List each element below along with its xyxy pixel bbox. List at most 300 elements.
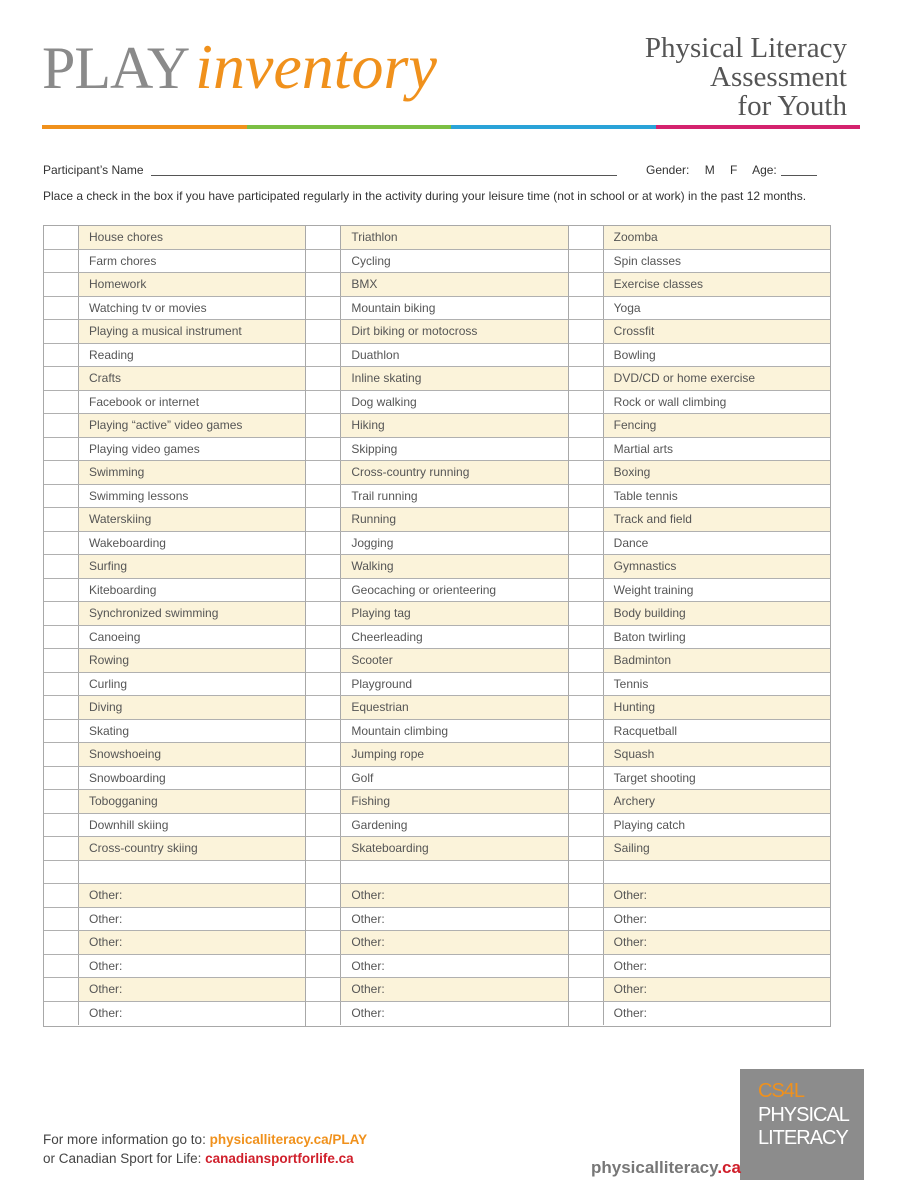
activity-checkbox[interactable] — [569, 978, 604, 1001]
activity-label: Running — [341, 508, 567, 531]
activity-checkbox[interactable] — [44, 814, 79, 837]
activity-checkbox[interactable] — [569, 955, 604, 978]
activity-checkbox[interactable] — [306, 978, 341, 1001]
rule-segment — [656, 125, 861, 129]
activity-row — [44, 273, 305, 297]
activity-label: Waterskiing — [79, 508, 305, 531]
activity-label: Canoeing — [89, 629, 141, 644]
activity-checkbox[interactable] — [306, 532, 341, 555]
activity-checkbox[interactable] — [569, 485, 604, 508]
activity-label: Triathlon — [341, 226, 567, 249]
activity-label: Fishing — [341, 790, 567, 813]
activity-checkbox[interactable] — [44, 391, 79, 414]
activity-label: Trail running — [351, 488, 418, 503]
activity-checkbox[interactable] — [44, 696, 79, 719]
activity-row — [569, 297, 830, 321]
activity-row — [306, 250, 567, 274]
activity-checkbox[interactable] — [569, 391, 604, 414]
activity-checkbox[interactable] — [569, 673, 604, 696]
cs4l-logo-line: PHYSICAL — [758, 1104, 849, 1126]
activity-row — [306, 508, 567, 532]
activity-row — [306, 414, 567, 438]
activity-row — [569, 931, 830, 955]
activity-checkbox[interactable] — [44, 250, 79, 273]
activity-row — [306, 790, 567, 814]
activity-label: Other: — [613, 911, 648, 926]
activity-row — [569, 626, 830, 650]
activity-label: Cheerleading — [351, 629, 423, 644]
activity-row — [569, 414, 830, 438]
activity-row — [306, 696, 567, 720]
activity-checkbox[interactable] — [44, 579, 79, 602]
activity-label: Spin classes — [613, 253, 682, 268]
activity-label: DVD/CD or home exercise — [604, 367, 830, 390]
activity-row — [569, 673, 830, 697]
activity-checkbox[interactable] — [306, 814, 341, 837]
activity-label — [341, 861, 567, 884]
activity-row — [569, 438, 830, 462]
participant-name-label: Participant’s Name — [43, 163, 144, 177]
activity-row — [44, 250, 305, 274]
activity-label: Other: — [351, 1005, 385, 1020]
activity-checkbox[interactable] — [44, 790, 79, 813]
activity-row — [306, 955, 567, 979]
gender-label: Gender: — [646, 163, 690, 177]
activity-checkbox[interactable] — [569, 790, 604, 813]
activity-label: Exercise classes — [604, 273, 830, 296]
activity-checkbox[interactable] — [569, 696, 604, 719]
activity-checkbox[interactable] — [306, 226, 341, 249]
activity-checkbox[interactable] — [569, 438, 604, 461]
activity-label: Crafts — [79, 367, 305, 390]
activity-row — [44, 861, 305, 885]
activity-row — [306, 320, 567, 344]
activity-row — [306, 743, 567, 767]
activity-label: Archery — [604, 790, 830, 813]
activity-checkbox[interactable] — [569, 532, 604, 555]
activity-checkbox[interactable] — [569, 649, 604, 672]
activity-checkbox[interactable] — [44, 414, 79, 437]
activity-label: Sailing — [604, 837, 830, 860]
activity-checkbox[interactable] — [44, 955, 79, 978]
activity-row — [44, 673, 305, 697]
activity-checkbox[interactable] — [569, 861, 604, 884]
activity-checkbox[interactable] — [306, 649, 341, 672]
age-field[interactable] — [781, 163, 817, 176]
activity-row — [569, 743, 830, 767]
activity-checkbox[interactable] — [306, 884, 341, 907]
activity-checkbox[interactable] — [569, 814, 604, 837]
activity-row — [569, 908, 830, 932]
activity-label: Track and field — [604, 508, 830, 531]
activity-checkbox[interactable] — [569, 626, 604, 649]
activity-checkbox[interactable] — [569, 602, 604, 625]
activity-checkbox[interactable] — [306, 485, 341, 508]
activity-row — [569, 320, 830, 344]
activity-label — [604, 861, 830, 884]
activity-checkbox[interactable] — [44, 884, 79, 907]
activity-checkbox[interactable] — [306, 438, 341, 461]
activity-label: Homework — [79, 273, 305, 296]
activity-column — [569, 226, 830, 1026]
activity-row — [569, 696, 830, 720]
activity-label: Cross-country running — [341, 461, 567, 484]
activity-label: Gymnastics — [604, 555, 830, 578]
activity-label: Playing a musical instrument — [79, 320, 305, 343]
activity-checkbox[interactable] — [44, 461, 79, 484]
activity-row — [306, 861, 567, 885]
activity-label: Dog walking — [351, 394, 417, 409]
activity-checklist — [43, 225, 831, 1027]
activity-checkbox[interactable] — [44, 743, 79, 766]
activity-label: Other: — [79, 884, 305, 907]
activity-column — [44, 226, 306, 1026]
activity-label: Martial arts — [613, 441, 673, 456]
activity-row — [569, 226, 830, 250]
activity-row — [44, 720, 305, 744]
activity-row — [569, 649, 830, 673]
activity-label: Playing video games — [89, 441, 200, 456]
age-label: Age: — [752, 163, 777, 177]
activity-checkbox[interactable] — [569, 461, 604, 484]
rule-segment — [247, 125, 452, 129]
activity-row — [44, 767, 305, 791]
activity-checkbox[interactable] — [44, 602, 79, 625]
activity-checkbox[interactable] — [306, 626, 341, 649]
activity-checkbox[interactable] — [569, 508, 604, 531]
activity-row — [306, 626, 567, 650]
activity-label: Playing catch — [613, 817, 686, 832]
activity-label: Table tennis — [613, 488, 678, 503]
activity-row — [44, 391, 305, 415]
activity-label: Tobogganing — [79, 790, 305, 813]
activity-row — [569, 555, 830, 579]
activity-label: Yoga — [613, 300, 641, 315]
activity-row — [44, 532, 305, 556]
activity-checkbox[interactable] — [306, 579, 341, 602]
activity-label: Squash — [604, 743, 830, 766]
activity-label: Other: — [89, 911, 123, 926]
activity-row — [569, 1002, 830, 1026]
activity-checkbox[interactable] — [44, 508, 79, 531]
cs4l-logo-line: LITERACY — [758, 1127, 848, 1149]
activity-checkbox[interactable] — [569, 367, 604, 390]
activity-row — [306, 438, 567, 462]
activity-label: Synchronized swimming — [79, 602, 305, 625]
activity-row — [44, 884, 305, 908]
activity-checkbox[interactable] — [306, 391, 341, 414]
activity-checkbox[interactable] — [44, 1002, 79, 1026]
activity-label: Cycling — [351, 253, 391, 268]
activity-checkbox[interactable] — [306, 555, 341, 578]
activity-checkbox[interactable] — [44, 320, 79, 343]
activity-label: Cross-country skiing — [79, 837, 305, 860]
canadiansportforlife-link[interactable]: canadiansportforlife.ca — [205, 1151, 354, 1166]
activity-label: Mountain biking — [351, 300, 436, 315]
activity-checkbox[interactable] — [306, 320, 341, 343]
activity-row — [44, 626, 305, 650]
activity-checkbox[interactable] — [569, 837, 604, 860]
activity-row — [44, 226, 305, 250]
activity-row — [44, 837, 305, 861]
activity-label: Jumping rope — [341, 743, 567, 766]
activity-row — [44, 696, 305, 720]
activity-checkbox[interactable] — [569, 1002, 604, 1026]
activity-checkbox[interactable] — [44, 555, 79, 578]
activity-label: Swimming lessons — [89, 488, 189, 503]
activity-checkbox[interactable] — [306, 908, 341, 931]
activity-label: Wakeboarding — [89, 535, 166, 550]
activity-checkbox[interactable] — [306, 767, 341, 790]
gender-age-group — [646, 163, 829, 177]
activity-row — [306, 673, 567, 697]
activity-checkbox[interactable] — [306, 344, 341, 367]
activity-row — [306, 649, 567, 673]
activity-row — [306, 814, 567, 838]
activity-checkbox[interactable] — [306, 273, 341, 296]
activity-row — [306, 837, 567, 861]
activity-label: Walking — [341, 555, 567, 578]
site-url-tld: .ca — [717, 1158, 741, 1177]
activity-row — [306, 931, 567, 955]
activity-label: Duathlon — [351, 347, 400, 362]
activity-label: Gardening — [351, 817, 408, 832]
activity-checkbox[interactable] — [569, 273, 604, 296]
activity-label: Snowshoeing — [79, 743, 305, 766]
logo-play-text: PLAY — [42, 35, 190, 101]
activity-row — [569, 861, 830, 885]
activity-checkbox[interactable] — [306, 367, 341, 390]
activity-label: Reading — [89, 347, 134, 362]
activity-checkbox[interactable] — [569, 555, 604, 578]
activity-checkbox[interactable] — [306, 720, 341, 743]
activity-checkbox[interactable] — [306, 414, 341, 437]
activity-checkbox[interactable] — [569, 908, 604, 931]
activity-row — [569, 767, 830, 791]
activity-checkbox[interactable] — [44, 978, 79, 1001]
activity-checkbox[interactable] — [306, 696, 341, 719]
activity-checkbox[interactable] — [306, 461, 341, 484]
activity-row — [306, 273, 567, 297]
activity-row — [306, 720, 567, 744]
activity-checkbox[interactable] — [569, 720, 604, 743]
subtitle-line: for Youth — [737, 90, 847, 122]
activity-checkbox[interactable] — [306, 790, 341, 813]
activity-row — [306, 532, 567, 556]
activity-row — [44, 814, 305, 838]
footer-line1-prefix: For more information go to: — [43, 1132, 206, 1147]
logo-inventory-text: inventory — [195, 31, 437, 102]
activity-checkbox[interactable] — [44, 673, 79, 696]
activity-label: Dance — [613, 535, 649, 550]
activity-checkbox[interactable] — [306, 673, 341, 696]
activity-checkbox[interactable] — [569, 414, 604, 437]
rule-segment — [451, 125, 656, 129]
activity-row — [569, 814, 830, 838]
activity-checkbox[interactable] — [569, 226, 604, 249]
activity-label: Farm chores — [89, 253, 157, 268]
activity-checkbox[interactable] — [44, 837, 79, 860]
activity-label: Skating — [89, 723, 130, 738]
activity-label: Other: — [613, 1005, 648, 1020]
activity-row — [306, 226, 567, 250]
activity-row — [569, 884, 830, 908]
activity-row — [44, 344, 305, 368]
activity-row — [306, 297, 567, 321]
activity-label: Other: — [341, 931, 567, 954]
activity-checkbox[interactable] — [306, 743, 341, 766]
activity-checkbox[interactable] — [306, 602, 341, 625]
activity-row — [44, 790, 305, 814]
activity-checkbox[interactable] — [569, 579, 604, 602]
activity-label: Playing tag — [341, 602, 567, 625]
activity-row — [569, 344, 830, 368]
physicalliteracy-play-link[interactable]: physicalliteracy.ca/PLAY — [209, 1132, 368, 1147]
subtitle-line: Physical Literacy — [644, 32, 847, 64]
activity-label: Tennis — [613, 676, 649, 691]
activity-label: Geocaching or orienteering — [351, 582, 497, 597]
activity-row — [306, 485, 567, 509]
activity-row — [569, 790, 830, 814]
activity-row — [306, 391, 567, 415]
activity-label: Golf — [351, 770, 374, 785]
activity-checkbox[interactable] — [44, 626, 79, 649]
activity-row — [569, 508, 830, 532]
activity-checkbox[interactable] — [44, 908, 79, 931]
color-rule — [42, 125, 860, 129]
footer-info — [43, 1130, 367, 1168]
activity-checkbox[interactable] — [306, 955, 341, 978]
activity-checkbox[interactable] — [306, 250, 341, 273]
gender-option-m[interactable]: M — [704, 163, 715, 177]
activity-label: Jogging — [351, 535, 394, 550]
activity-label: Snowboarding — [89, 770, 166, 785]
activity-checkbox[interactable] — [306, 297, 341, 320]
participant-name-field[interactable] — [151, 163, 617, 176]
document-subtitle — [645, 34, 847, 121]
subtitle-line: Assessment — [710, 61, 847, 93]
footer-line2-prefix: or Canadian Sport for Life: — [43, 1151, 202, 1166]
activity-label: Target shooting — [613, 770, 696, 785]
activity-label: Baton twirling — [613, 629, 686, 644]
activity-row — [306, 978, 567, 1002]
rule-segment — [42, 125, 247, 129]
activity-label: Kiteboarding — [89, 582, 157, 597]
activity-label: Other: — [89, 958, 123, 973]
activity-label: Crossfit — [604, 320, 830, 343]
activity-checkbox[interactable] — [44, 438, 79, 461]
activity-checkbox[interactable] — [569, 320, 604, 343]
activity-row — [569, 367, 830, 391]
activity-row — [44, 485, 305, 509]
activity-label: Hunting — [604, 696, 830, 719]
activity-row — [569, 955, 830, 979]
activity-row — [569, 978, 830, 1002]
activity-label: Fencing — [604, 414, 830, 437]
activity-row — [44, 1002, 305, 1026]
activity-row — [306, 344, 567, 368]
activity-label: Other: — [604, 931, 830, 954]
activity-label: Other: — [351, 958, 385, 973]
activity-row — [44, 555, 305, 579]
activity-row — [44, 320, 305, 344]
activity-label: Racquetball — [613, 723, 678, 738]
activity-label: Boxing — [604, 461, 830, 484]
activity-row — [569, 273, 830, 297]
activity-checkbox[interactable] — [44, 344, 79, 367]
activity-label: Playing “active” video games — [79, 414, 305, 437]
activity-label: Other: — [79, 931, 305, 954]
activity-checkbox[interactable] — [44, 931, 79, 954]
activity-label: Other: — [604, 884, 830, 907]
activity-row — [569, 461, 830, 485]
activity-label: Other: — [89, 1005, 123, 1020]
activity-row — [569, 532, 830, 556]
activity-row — [569, 720, 830, 744]
activity-checkbox[interactable] — [44, 861, 79, 884]
activity-checkbox[interactable] — [44, 273, 79, 296]
activity-checkbox[interactable] — [306, 931, 341, 954]
activity-checkbox[interactable] — [569, 344, 604, 367]
activity-checkbox[interactable] — [44, 226, 79, 249]
activity-row — [306, 908, 567, 932]
gender-option-f[interactable]: F — [730, 163, 738, 177]
cs4l-logo — [740, 1069, 864, 1180]
activity-checkbox[interactable] — [44, 367, 79, 390]
activity-label: Downhill skiing — [89, 817, 169, 832]
activity-label: Other: — [613, 958, 648, 973]
activity-checkbox[interactable] — [569, 931, 604, 954]
activity-row — [306, 1002, 567, 1026]
activity-checkbox[interactable] — [44, 767, 79, 790]
activity-checkbox[interactable] — [44, 720, 79, 743]
activity-checkbox[interactable] — [569, 297, 604, 320]
activity-label: Other: — [341, 978, 567, 1001]
activity-checkbox[interactable] — [306, 861, 341, 884]
activity-checkbox[interactable] — [44, 297, 79, 320]
activity-checkbox[interactable] — [44, 649, 79, 672]
activity-row — [569, 485, 830, 509]
activity-checkbox[interactable] — [569, 743, 604, 766]
activity-checkbox[interactable] — [569, 767, 604, 790]
activity-label — [79, 861, 305, 884]
activity-row — [569, 579, 830, 603]
activity-row — [569, 391, 830, 415]
activity-row — [44, 367, 305, 391]
activity-checkbox[interactable] — [569, 884, 604, 907]
activity-row — [569, 837, 830, 861]
activity-checkbox[interactable] — [569, 250, 604, 273]
activity-checkbox[interactable] — [306, 1002, 341, 1026]
activity-checkbox[interactable] — [44, 532, 79, 555]
activity-label: Other: — [351, 911, 385, 926]
activity-row — [44, 931, 305, 955]
activity-label: Rock or wall climbing — [613, 394, 727, 409]
activity-label: Surfing — [79, 555, 305, 578]
activity-label: Watching tv or movies — [89, 300, 207, 315]
activity-checkbox[interactable] — [306, 837, 341, 860]
activity-row — [44, 461, 305, 485]
activity-row — [306, 767, 567, 791]
activity-checkbox[interactable] — [306, 508, 341, 531]
activity-label: Diving — [79, 696, 305, 719]
activity-row — [306, 884, 567, 908]
activity-row — [44, 649, 305, 673]
activity-checkbox[interactable] — [44, 485, 79, 508]
activity-label: Mountain climbing — [351, 723, 449, 738]
instructions-text: Place a check in the box if you have participated regularly in the activity during your leisure time (not in school or at work) in the past 12 months. — [43, 189, 807, 203]
participant-form-line — [43, 163, 833, 177]
